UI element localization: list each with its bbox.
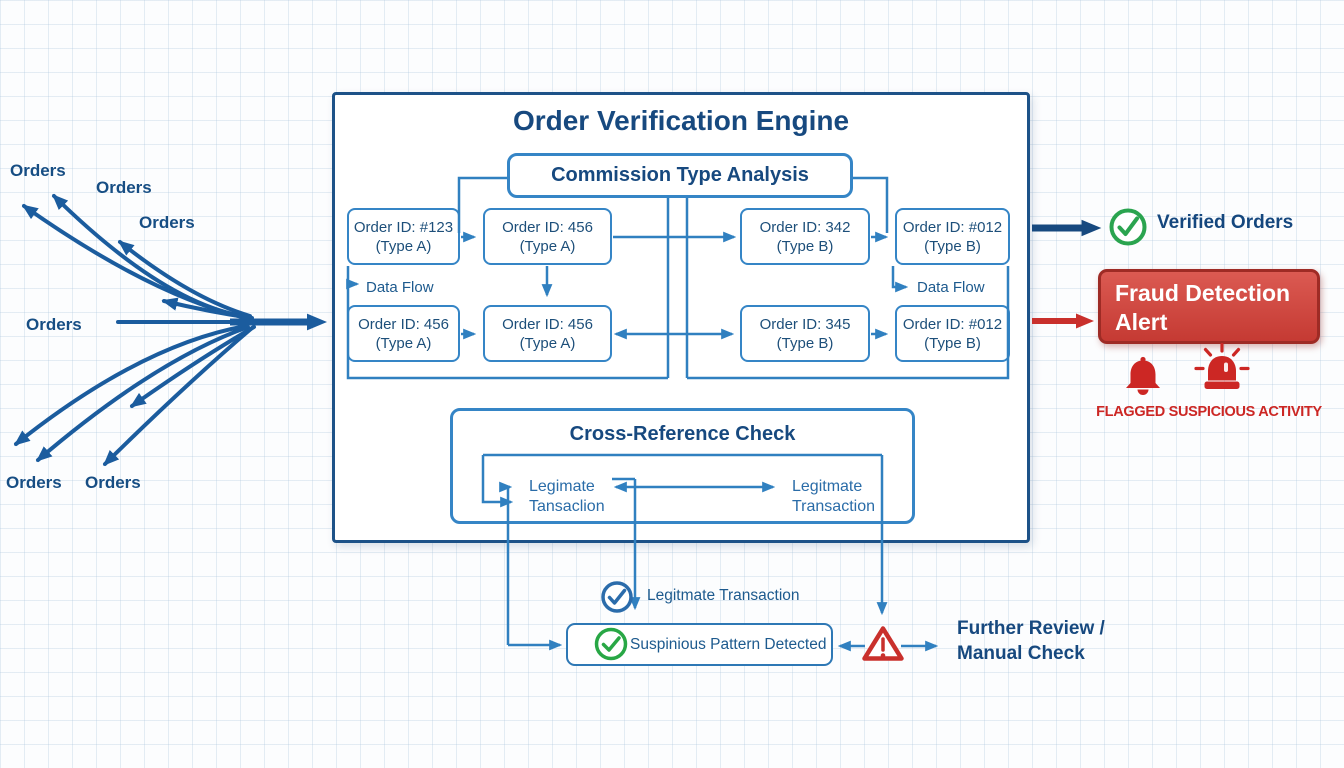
suspicious-pattern-box bbox=[566, 623, 833, 666]
cross-ref-right-line1: Legitmate bbox=[792, 478, 863, 495]
bell-icon bbox=[1126, 357, 1160, 395]
flagged-activity-label: FLAGGED SUSPICIOUS ACTIVITY bbox=[1096, 404, 1322, 420]
order-id: Order ID: 456 bbox=[502, 218, 593, 236]
order-box-123 bbox=[347, 208, 460, 265]
suspicious-pattern-label: Suspinious Pattern Detected bbox=[630, 635, 827, 653]
further-review-line2: Manual Check bbox=[957, 643, 1085, 664]
legit-check-icon bbox=[603, 583, 631, 611]
order-id: Order ID: #012 bbox=[902, 315, 1003, 333]
cross-ref-left-line1: Legimate bbox=[529, 478, 595, 495]
orders-label-1: Orders bbox=[10, 161, 66, 180]
order-box-345 bbox=[740, 305, 870, 362]
order-box-012-bottom bbox=[895, 305, 1010, 362]
data-flow-label-right: Data Flow bbox=[917, 279, 985, 296]
cross-ref-right-label bbox=[792, 477, 875, 517]
commission-type-analysis-box bbox=[507, 153, 853, 198]
fraud-alert-line2: Alert bbox=[1115, 309, 1168, 335]
order-id: Order ID: #123 bbox=[353, 218, 454, 236]
order-box-456-c bbox=[483, 305, 612, 362]
orders-label-6: Orders bbox=[85, 473, 141, 492]
warning-triangle-icon bbox=[865, 629, 902, 659]
order-type: (Type B) bbox=[776, 334, 834, 352]
order-id: Order ID: #012 bbox=[902, 218, 1003, 236]
fraud-alert-line1: Fraud Detection bbox=[1115, 280, 1291, 306]
order-type: (Type B) bbox=[924, 237, 981, 255]
further-review-label bbox=[957, 616, 1105, 666]
order-box-456-b bbox=[347, 305, 460, 362]
commission-title: Commission Type Analysis bbox=[551, 164, 809, 186]
legit-transaction-label: Legitmate Transaction bbox=[647, 587, 800, 604]
order-box-012-top bbox=[895, 208, 1010, 265]
siren-icon bbox=[1196, 345, 1248, 390]
data-flow-label-left: Data Flow bbox=[366, 279, 434, 296]
cross-ref-left-label bbox=[529, 477, 605, 517]
fraud-detection-alert-box bbox=[1098, 269, 1320, 344]
order-id: Order ID: 456 bbox=[502, 315, 593, 333]
order-type: (Type A) bbox=[519, 334, 576, 352]
engine-title: Order Verification Engine bbox=[512, 105, 850, 136]
order-type: (Type B) bbox=[924, 334, 981, 352]
order-id: Order ID: 342 bbox=[759, 218, 851, 236]
order-id: Order ID: 456 bbox=[358, 315, 449, 333]
orders-label-4: Orders bbox=[26, 315, 82, 334]
further-review-line1: Further Review / bbox=[957, 618, 1105, 639]
order-box-456-a bbox=[483, 208, 612, 265]
order-type: (Type A) bbox=[519, 237, 576, 255]
order-type: (Type B) bbox=[776, 237, 834, 255]
order-type: (Type A) bbox=[375, 237, 432, 255]
verified-orders-label: Verified Orders bbox=[1157, 212, 1294, 233]
cross-ref-left-line2: Tansaclion bbox=[529, 498, 605, 515]
verified-check-icon bbox=[1112, 211, 1145, 244]
order-id: Order ID: 345 bbox=[759, 315, 851, 333]
orders-label-2: Orders bbox=[96, 178, 152, 197]
order-box-342 bbox=[740, 208, 870, 265]
cross-reference-title: Cross-Reference Check bbox=[569, 423, 796, 445]
orders-label-3: Orders bbox=[139, 213, 195, 232]
order-type: (Type A) bbox=[375, 334, 432, 352]
cross-ref-right-line2: Transaction bbox=[792, 498, 875, 515]
orders-label-5: Orders bbox=[6, 473, 62, 492]
